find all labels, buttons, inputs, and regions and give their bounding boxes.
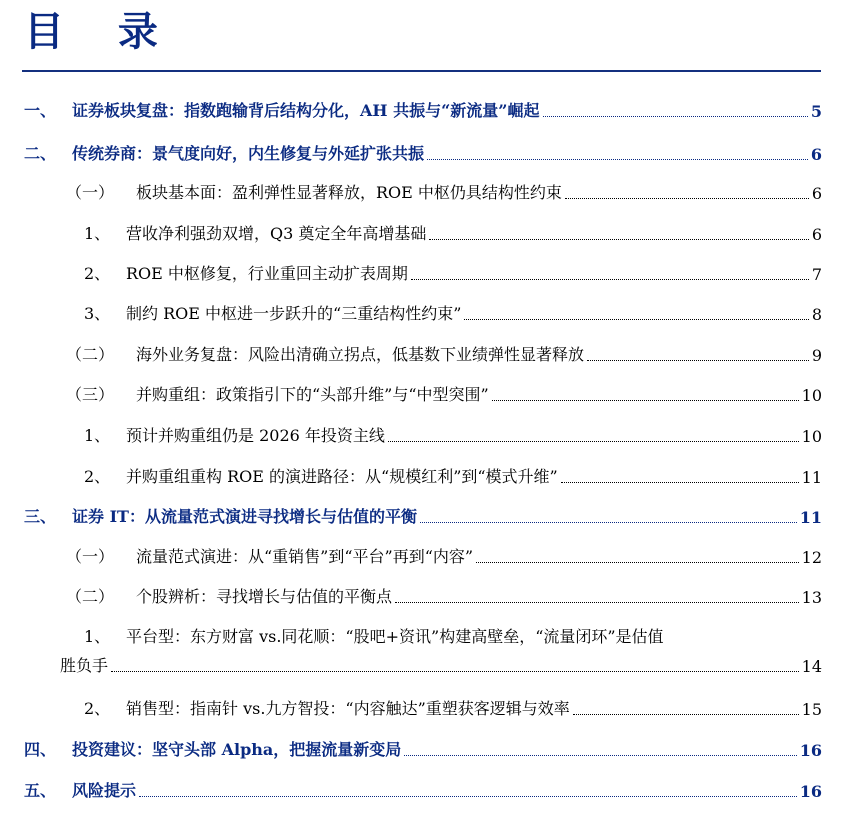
toc-entry-number: 1、 <box>84 224 111 243</box>
toc-entry-page: 11 <box>799 508 822 527</box>
toc-entry[interactable] <box>24 778 822 801</box>
toc-entry[interactable] <box>66 544 822 567</box>
toc-entry-number: （一） <box>66 183 115 202</box>
toc-leader-dots <box>464 319 808 320</box>
toc-entry-number: 四、 <box>24 740 57 759</box>
toc-entry[interactable] <box>24 737 822 760</box>
toc-entry-text: 预计并购重组仍是 2026 年投资主线 <box>126 426 385 445</box>
toc-leader-dots <box>411 279 809 280</box>
toc-entry-number: 二、 <box>24 144 57 163</box>
toc-entry-page: 5 <box>810 102 822 121</box>
toc-entry-page: 10 <box>801 427 822 446</box>
toc-entry-number: （一） <box>66 547 115 566</box>
toc-entry-page: 9 <box>811 346 822 365</box>
toc-entry-number: 2、 <box>84 699 111 718</box>
toc-entry-text: 并购重组：政策指引下的“头部升维”与“中型突围” <box>136 385 489 404</box>
toc-entry[interactable] <box>24 504 822 527</box>
toc-leader-dots <box>420 522 797 523</box>
toc-leader-dots <box>139 796 797 797</box>
toc-entry-number: 1、 <box>84 627 111 646</box>
toc-entry-page: 11 <box>801 468 822 487</box>
toc-entry-page: 12 <box>801 548 822 567</box>
toc-entry-number: 五、 <box>24 781 57 800</box>
toc-entry-text: 风险提示 <box>72 781 137 800</box>
toc-leader-dots <box>427 159 808 160</box>
toc-entry[interactable] <box>84 696 822 719</box>
toc-leader-dots <box>561 482 799 483</box>
toc-entry-number: 1、 <box>84 426 111 445</box>
toc-entry-page: 14 <box>801 657 822 676</box>
toc-leader-dots <box>565 198 809 199</box>
toc-entry-number: 3、 <box>84 304 111 323</box>
toc-entry-text: 营收净利强劲双增，Q3 奠定全年高增基础 <box>126 224 427 243</box>
toc-leader-dots <box>573 714 799 715</box>
toc-entry[interactable] <box>84 464 822 487</box>
toc-entry-number: 2、 <box>84 264 111 283</box>
toc-entry-page: 6 <box>811 225 822 244</box>
toc-entry-page: 16 <box>799 741 822 760</box>
toc-entry[interactable] <box>84 301 822 324</box>
toc-entry-text-continued: 胜负手 <box>60 656 109 675</box>
toc-entry[interactable] <box>24 98 822 121</box>
toc-leader-dots <box>404 755 796 756</box>
toc-leader-dots <box>543 116 808 117</box>
toc-entry-number: （三） <box>66 385 115 404</box>
toc-leader-dots <box>395 602 799 603</box>
title-divider <box>22 70 821 72</box>
toc-entry-number: 一、 <box>24 101 57 120</box>
toc-entry-text: 流量范式演进：从“重销售”到“平台”再到“内容” <box>136 547 474 566</box>
toc-entry-page: 10 <box>801 386 822 405</box>
toc-entry-text: 板块基本面：盈利弹性显著释放，ROE 中枢仍具结构性约束 <box>136 183 562 202</box>
toc-entry-text: 投资建议：坚守头部 Alpha，把握流量新变局 <box>72 740 402 759</box>
toc-leader-dots <box>587 360 809 361</box>
toc-entry-text: 证券板块复盘：指数跑输背后结构分化，AH 共振与“新流量”崛起 <box>72 101 540 120</box>
toc-entry[interactable] <box>84 423 822 446</box>
toc-entry-text: 海外业务复盘：风险出清确立拐点，低基数下业绩弹性显著释放 <box>136 345 585 364</box>
toc-entry-page: 15 <box>801 700 822 719</box>
toc-entry[interactable] <box>66 342 822 365</box>
toc-entry[interactable] <box>24 141 822 164</box>
toc-entry-number: 2、 <box>84 467 111 486</box>
toc-entry-page: 8 <box>811 305 822 324</box>
toc-entry-text: 证券 IT：从流量范式演进寻找增长与估值的平衡 <box>72 507 417 526</box>
toc-entry-text: ROE 中枢修复，行业重回主动扩表周期 <box>126 264 408 283</box>
toc-entry-number: 三、 <box>24 507 57 526</box>
toc-entry-text: 制约 ROE 中枢进一步跃升的“三重结构性约束” <box>126 304 462 323</box>
toc-entry[interactable] <box>66 180 822 203</box>
toc-leader-dots <box>111 671 799 672</box>
toc-entry[interactable] <box>66 382 822 405</box>
toc-entry-text: 销售型：指南针 vs.九方智投：“内容触达”重塑获客逻辑与效率 <box>126 699 570 718</box>
toc-entry-text: 平台型：东方财富 vs.同花顺：“股吧+资讯”构建高壁垒，“流量闭环”是估值 <box>126 627 664 646</box>
toc-entry[interactable] <box>60 624 822 676</box>
page-title: 目 录 <box>24 8 178 55</box>
toc-entry[interactable] <box>84 221 822 244</box>
toc-entry-text: 并购重组重构 ROE 的演进路径：从“规模红利”到“模式升维” <box>126 467 558 486</box>
toc-entry-page: 6 <box>810 145 822 164</box>
toc-leader-dots <box>476 562 799 563</box>
toc-entry-text: 个股辨析：寻找增长与估值的平衡点 <box>136 587 393 606</box>
toc-entry-page: 7 <box>811 265 822 284</box>
toc-entry-number: （二） <box>66 587 115 606</box>
toc-entry-page: 6 <box>811 184 822 203</box>
toc-leader-dots <box>388 441 799 442</box>
toc-entry-page: 16 <box>799 782 822 801</box>
toc-leader-dots <box>429 239 808 240</box>
toc-entry-number: （二） <box>66 345 115 364</box>
toc-entry-page: 13 <box>801 588 822 607</box>
toc-entry[interactable] <box>66 584 822 607</box>
toc-leader-dots <box>492 400 799 401</box>
toc-entry[interactable] <box>84 261 822 284</box>
toc-entry-text: 传统券商：景气度向好，内生修复与外延扩张共振 <box>72 144 425 163</box>
